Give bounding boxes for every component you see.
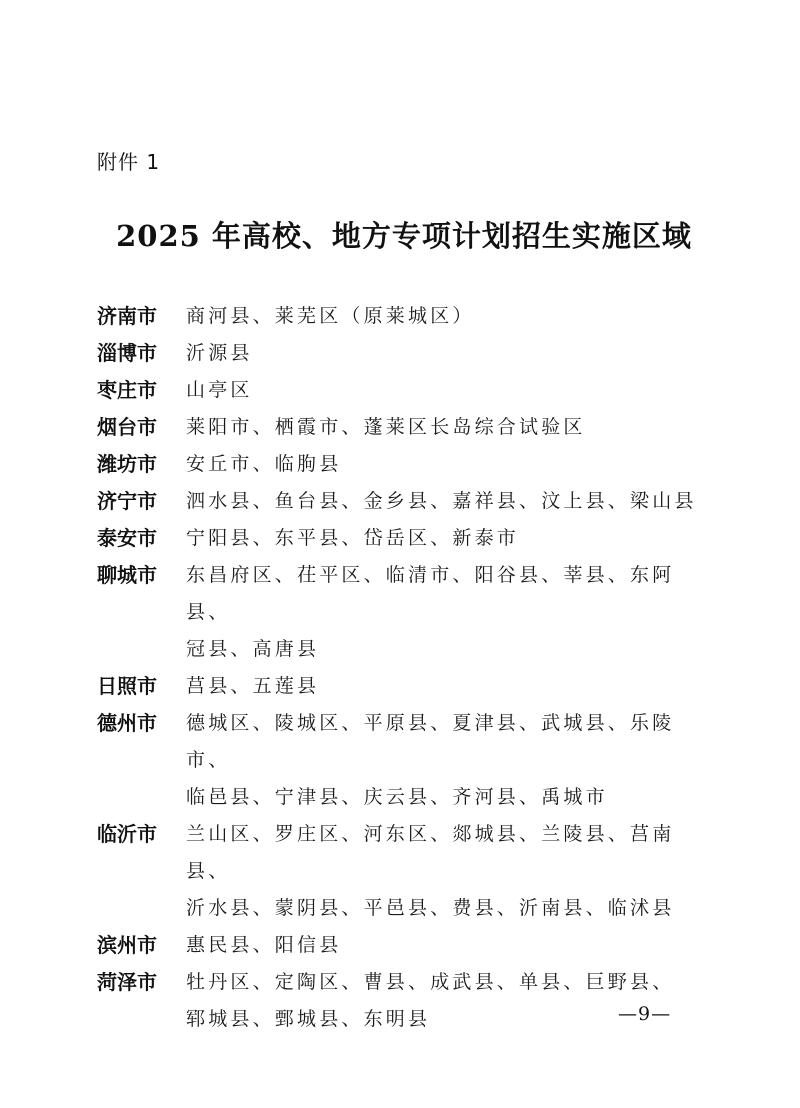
region-row	[97, 816, 717, 927]
region-row	[97, 520, 717, 557]
area-list	[186, 668, 717, 705]
area-list	[186, 705, 717, 816]
region-list	[97, 298, 717, 1038]
region-row	[97, 335, 717, 372]
city-name: 临沂市	[97, 822, 157, 846]
city-name: 枣庄市	[97, 378, 157, 402]
area-line: 莒县、五莲县	[186, 675, 320, 697]
city-name: 济宁市	[97, 489, 157, 513]
area-line: 临邑县、宁津县、庆云县、齐河县、禹城市	[186, 786, 608, 808]
attachment-label: 附件 1	[97, 150, 161, 174]
area-line: 兰山区、罗庄区、河东区、郯城县、兰陵县、莒南县、	[186, 823, 675, 882]
area-line: 东昌府区、茌平区、临清市、阳谷县、莘县、东阿县、	[186, 564, 675, 623]
city-name: 济南市	[97, 304, 157, 328]
area-line: 德城区、陵城区、平原县、夏津县、武城县、乐陵市、	[186, 712, 675, 771]
area-line: 山亭区	[186, 379, 253, 401]
area-list	[186, 816, 717, 927]
region-row	[97, 409, 717, 446]
area-list	[186, 446, 717, 483]
area-line: 商河县、莱芜区（原莱城区）	[186, 305, 475, 327]
area-list	[186, 927, 717, 964]
area-line: 郓城县、鄄城县、东明县	[186, 1008, 431, 1030]
area-line: 宁阳县、东平县、岱岳区、新泰市	[186, 527, 520, 549]
area-list	[186, 372, 717, 409]
area-list	[186, 557, 717, 668]
city-name: 泰安市	[97, 526, 157, 550]
document-title: 2025 年高校、地方专项计划招生实施区域	[116, 219, 692, 253]
region-row	[97, 372, 717, 409]
area-line: 冠县、高唐县	[186, 638, 320, 660]
region-row	[97, 964, 717, 1038]
area-list	[186, 964, 717, 1038]
region-row	[97, 446, 717, 483]
region-row	[97, 483, 717, 520]
area-list	[186, 483, 717, 520]
city-name: 聊城市	[97, 563, 157, 587]
area-list	[186, 520, 717, 557]
region-row	[97, 298, 717, 335]
area-line: 泗水县、鱼台县、金乡县、嘉祥县、汶上县、梁山县	[186, 490, 697, 512]
area-line: 沂水县、蒙阴县、平邑县、费县、沂南县、临沭县	[186, 897, 675, 919]
city-name: 潍坊市	[97, 452, 157, 476]
city-name: 菏泽市	[97, 970, 157, 994]
region-row	[97, 557, 717, 668]
region-row	[97, 705, 717, 816]
city-name: 烟台市	[97, 415, 157, 439]
city-name: 日照市	[97, 674, 157, 698]
area-line: 惠民县、阳信县	[186, 934, 342, 956]
area-line: 沂源县	[186, 342, 253, 364]
area-line: 安丘市、临朐县	[186, 453, 342, 475]
area-line: 牡丹区、定陶区、曹县、成武县、单县、巨野县、	[186, 971, 675, 993]
city-name: 淄博市	[97, 341, 157, 365]
page-number: —9—	[618, 1003, 672, 1025]
area-list	[186, 298, 717, 335]
area-list	[186, 409, 717, 446]
area-line: 莱阳市、栖霞市、蓬莱区长岛综合试验区	[186, 416, 586, 438]
area-list	[186, 335, 717, 372]
region-row	[97, 668, 717, 705]
city-name: 德州市	[97, 711, 157, 735]
city-name: 滨州市	[97, 933, 157, 957]
region-row	[97, 927, 717, 964]
